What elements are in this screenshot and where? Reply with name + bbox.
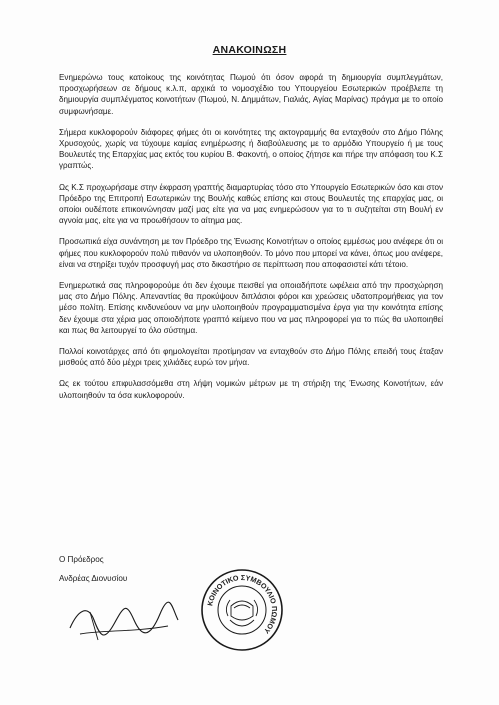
paragraph-3: Ως Κ.Σ προχωρήσαμε στην έκφραση γραπτής διαμαρτυρίας τόσο στο Υπουργείο Εσωτερικών όσο και στον Πρόεδρο της Επιτροπή Εσωτερικών της Βουλής καθώς επίσης και στους Βουλευτές της επαρχίας μας, οι οποίοι ουδέποτε επικοινώνησαν μαζί μας είτε για να μας ενημερώσουν για το τι συζητείται στη Βουλή εν αγνοία μας, είτε για να προωθήσουν το αίτημα μας. — [59, 182, 443, 226]
paragraph-1: Ενημερώνω τους κατοίκους της κοινότητας Πωμού ότι όσον αφορά τη δημιουργία συμπλεγμάτων, προσχωρήσεων σε δήμους κ.λ.π, αρχικά το νομοσχέδιο του Υπουργείου Εσωτερικών προέβλεπε τη δημιουργία συμπλέγματος κοινοτήτων (Πωμού, Ν. Δημμάτων, Γιαλιάς, Αγίας Μαρίνας) πράγμα με το οποίο συμφωνήσαμε. — [59, 73, 443, 116]
paragraph-6: Πολλοί κοινοτάρχες από ότι φημολογείται προτίμησαν να ενταχθούν στο Δήμο Πόλης επειδή τους έταξαν μισθούς από δύο μέχρι τρεις χιλιάδες ευρώ τον μήνα. — [59, 347, 443, 368]
paragraph-7: Ως εκ τούτου επιφυλασσόμεθα στη λήψη νομικών μέτρων με τη στήριξη της Ένωσης Κοινοτήτων, εάν υλοποιηθούν τα όσα κυκλοφορούν. — [59, 379, 443, 400]
signature-role: Ο Πρόεδρος — [59, 555, 104, 564]
svg-text:ΚΟΙΝΟΤΙΚΟ ΣΥΜΒΟΥΛΙΟ ΠΩΜΟΥ: ΚΟΙΝΟΤΙΚΟ ΣΥΜΒΟΥΛΙΟ ΠΩΜΟΥ — [205, 572, 280, 636]
document-body — [59, 72, 443, 411]
handwritten-signature — [64, 590, 184, 650]
document-title: ΑΝΑΚΟΙΝΩΣΗ — [212, 44, 287, 56]
paragraph-4: Προσωπικά είχα συνάντηση με τον Πρόεδρο της Ένωσης Κοινοτήτων ο οποίος εμμέσως μου ανέφερε ότι οι φήμες που κυκλοφορούν πολύ πιθανόν να υλοποιηθούν. Το μόνο που μπορεί να κάνει, όπως μου ανέφερε, είναι να στηρίξει τυχόν προσφυγή μας στο δικαστήριο σε περίπτωση που αποφασιστεί κάτι τέτοιο. — [59, 237, 443, 269]
paragraph-2: Σήμερα κυκλοφορούν διάφορες φήμες ότι οι κοινότητες της ακτογραμμής θα ενταχθούν στο Δήμο Πόλης Χρυσοχούς, χωρίς να τύχουμε καμίας ενημέρωσης ή διαβούλευσης με το αρμόδιο Υπουργείο ή με τους Βουλευτές της Επαρχίας μας εκτός του κυρίου Β. Φακοντή, ο οποίος ζήτησε και πήρε την απόφαση του Κ.Σ γραπτώς. — [59, 127, 443, 171]
signature-name: Ανδρέας Διονυσίου — [59, 574, 128, 583]
paragraph-5: Ενημερωτικά σας πληροφορούμε ότι δεν έχουμε πεισθεί για οποιαδήποτε ωφέλεια από την προσχώρηση μας στο Δήμο Πόλης. Απεναντίας θα προκύψουν διπλάσιοι φόροι και χρεώσεις υδατοπρομήθειας για τον μέσο πολίτη. Επίσης κινδυνεύουν να μην υλοποιηθούν προγραμματισμένα έργα για την κοινότητα επίσης δεν έχουμε στα χέρια μας οποιοδήποτε γραπτό κείμενο που να μας πληροφορεί για το πώς θα υλοποιηθεί και πως θα λειτουργεί το όλο σύστημα. — [59, 281, 443, 335]
community-seal — [200, 568, 284, 652]
